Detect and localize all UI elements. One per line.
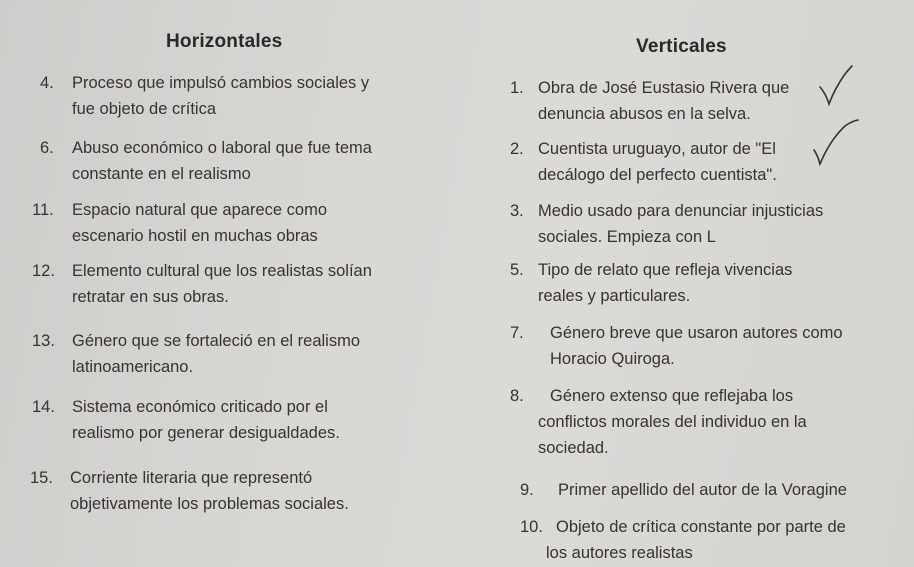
clue-number: 4. <box>40 74 54 92</box>
clue-number: 2. <box>510 140 524 158</box>
clue-line: escenario hostil en muchas obras <box>72 227 318 245</box>
clue-text: Proceso que impulsó cambios sociales y <box>72 74 370 92</box>
clue-number: 9. <box>520 481 534 499</box>
clue-line: denuncia abusos en la selva. <box>538 105 751 123</box>
clue-text: Elemento cultural que los realistas solían <box>72 262 372 280</box>
clue-number: 5. <box>510 261 524 279</box>
clue-text: Primer apellido del autor de la Voragine <box>558 481 847 499</box>
heading-verticales: Verticales <box>636 36 727 57</box>
clue-text: Medio usado para denunciar injusticias <box>538 202 824 220</box>
clue-line: sociales. Empieza con L <box>538 228 716 246</box>
clue-text: Género extenso que reflejaba los <box>550 387 794 405</box>
clue-text: Género que se fortaleció en el realismo <box>72 332 360 350</box>
clue-number: 3. <box>510 202 524 220</box>
clue-line: retratar en sus obras. <box>72 288 229 306</box>
clue-number: 15. <box>30 469 53 487</box>
clue-text: Espacio natural que aparece como <box>72 201 327 219</box>
clue-line: los autores realistas <box>546 544 693 562</box>
clue-text: Abuso económico o laboral que fue tema <box>72 139 372 157</box>
clue-line: Horacio Quiroga. <box>550 350 675 368</box>
clue-line: constante en el realismo <box>72 165 251 183</box>
clue-number: 14. <box>32 398 55 416</box>
clue-text: Obra de José Eustasio Rivera que <box>538 79 790 97</box>
clue-line: latinoamericano. <box>72 358 194 376</box>
clue-number: 6. <box>40 139 54 157</box>
clue-line: objetivamente los problemas sociales. <box>70 495 349 513</box>
clue-number: 10. <box>520 518 543 536</box>
clue-text: Tipo de relato que refleja vivencias <box>538 261 793 279</box>
clue-text: Cuentista uruguayo, autor de "El <box>538 140 776 158</box>
clue-text: Género breve que usaron autores como <box>550 324 843 342</box>
heading-horizontales: Horizontales <box>166 31 283 52</box>
check-mark-icon <box>820 66 852 104</box>
clue-text: Corriente literaria que representó <box>70 469 313 487</box>
clue-line: realismo por generar desigualdades. <box>72 424 340 442</box>
check-mark-icon <box>814 120 858 164</box>
clue-line: reales y particulares. <box>538 287 691 305</box>
clue-number: 1. <box>510 79 524 97</box>
clue-number: 13. <box>32 332 55 350</box>
clue-text: Objeto de crítica constante por parte de <box>556 518 846 536</box>
clue-text: Sistema económico criticado por el <box>72 398 328 416</box>
clue-line: conflictos morales del individuo en la <box>538 413 807 431</box>
clue-number: 8. <box>510 387 524 405</box>
clue-line: decálogo del perfecto cuentista". <box>538 166 777 184</box>
clue-line: fue objeto de crítica <box>72 100 217 118</box>
clue-number: 7. <box>510 324 524 342</box>
clue-line: sociedad. <box>538 439 609 457</box>
clue-number: 12. <box>32 262 55 280</box>
clue-number: 11. <box>32 201 54 219</box>
